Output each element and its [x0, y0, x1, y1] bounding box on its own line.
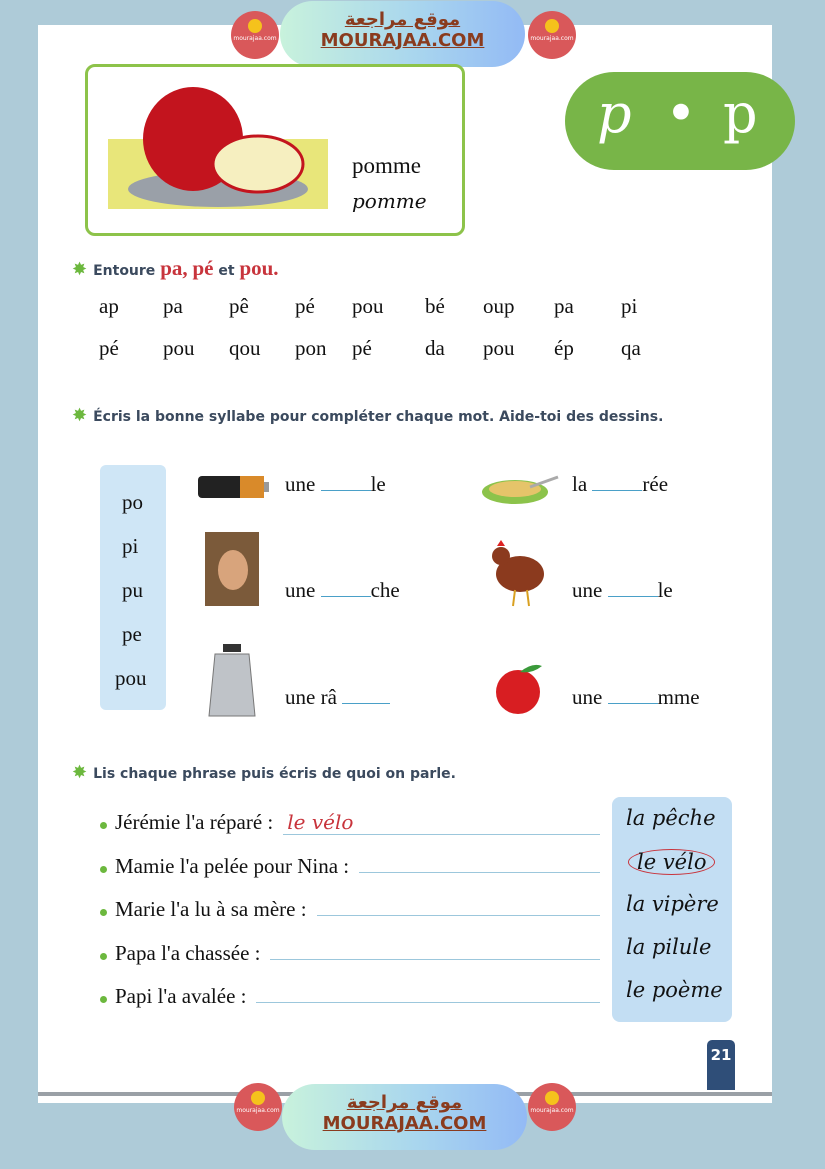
answer-field[interactable]	[317, 915, 600, 916]
blank-field[interactable]	[608, 702, 658, 704]
sentence-text: Mamie l'a pelée pour Nina :	[115, 853, 350, 878]
syllable-option[interactable]: da	[425, 336, 445, 360]
fill-in-word	[572, 472, 668, 497]
answer-field[interactable]: le vélo	[283, 810, 600, 835]
word-before: une	[285, 578, 316, 602]
fill-in-word	[285, 472, 386, 497]
bullet-icon	[100, 866, 107, 873]
syllable-option[interactable]: pi	[621, 294, 638, 318]
site-logo: mourajaa.com	[528, 1083, 576, 1131]
word-illustration-box	[85, 64, 465, 236]
syllable-option[interactable]: pou	[352, 294, 384, 318]
hen-illustration	[487, 538, 549, 608]
bullet-icon	[100, 996, 107, 1003]
sentence-row	[100, 810, 600, 835]
syllable-option[interactable]: pou	[483, 336, 515, 360]
syllable-option[interactable]: pa	[554, 294, 574, 318]
star-icon: ✸	[72, 762, 88, 783]
apple-illustration	[108, 79, 328, 219]
letter-separator: •	[665, 82, 697, 145]
answer-field[interactable]	[256, 1002, 600, 1003]
answer-field[interactable]	[270, 959, 600, 960]
word-after: mme	[657, 685, 700, 709]
hand-pocket-illustration	[203, 530, 261, 608]
letter-badge	[565, 72, 795, 170]
syllable-option[interactable]: bé	[425, 294, 445, 318]
banner-arabic: موقع مراجعة	[346, 1092, 463, 1113]
syllable-choice: po	[122, 490, 143, 514]
syllable-choice: pi	[122, 534, 139, 558]
star-icon: ✸	[72, 405, 88, 426]
syllable-option[interactable]: pé	[99, 336, 119, 360]
word-after: le	[370, 472, 386, 496]
blank-field[interactable]	[592, 489, 642, 491]
bullet-icon	[100, 822, 107, 829]
answer-choice: le vélo	[628, 849, 715, 875]
answer-choice: la pêche	[626, 806, 716, 830]
word-before: une	[572, 578, 603, 602]
sentence-row	[100, 941, 600, 966]
syllable-option[interactable]: pé	[352, 336, 372, 360]
site-banner-top[interactable]	[280, 1, 525, 67]
target: pa,	[160, 256, 188, 280]
banner-latin: MOURAJAA.COM	[320, 30, 485, 51]
letter-cursive: p	[597, 82, 632, 145]
word-cursive: pomme	[352, 189, 427, 213]
syllable-option[interactable]: pa	[163, 294, 183, 318]
instr-text: Entoure	[93, 263, 156, 279]
sentence-text: Papi l'a avalée :	[115, 984, 247, 1008]
sentence-row	[100, 897, 600, 922]
sentence-row	[100, 984, 600, 1009]
instr-text: Écris la bonne syllabe pour compléter chaque mot. Aide-toi des dessins.	[93, 409, 664, 425]
syllable-option[interactable]: qou	[229, 336, 261, 360]
banner-latin: MOURAJAA.COM	[322, 1113, 487, 1134]
blank-field[interactable]	[321, 595, 371, 597]
blank-field[interactable]	[321, 489, 371, 491]
banner-arabic: موقع مراجعة	[344, 9, 461, 30]
blank-field[interactable]	[608, 595, 658, 597]
bullet-icon	[100, 953, 107, 960]
syllable-choice: pou	[115, 666, 147, 690]
instr-text: et	[218, 263, 235, 279]
syllable-option[interactable]: pé	[295, 294, 315, 318]
letter-print: p	[723, 82, 758, 145]
word-after: che	[370, 578, 400, 602]
bullet-icon	[100, 909, 107, 916]
target: pé	[192, 256, 214, 280]
syllable-option[interactable]: qa	[621, 336, 641, 360]
syllable-option[interactable]: pê	[229, 294, 249, 318]
exercise3-instruction	[72, 762, 456, 783]
syllable-option[interactable]: oup	[483, 294, 515, 318]
word-before: la	[572, 472, 588, 496]
word-before: une râ	[285, 685, 337, 709]
syllable-choice: pu	[122, 578, 143, 602]
apple-small-illustration	[492, 660, 546, 716]
syllable-option[interactable]: pon	[295, 336, 327, 360]
sentence-text: Papa l'a chassée :	[115, 940, 261, 965]
page-number: 21	[707, 1040, 735, 1090]
site-logo: mourajaa.com	[234, 1083, 282, 1131]
word-print: pomme	[352, 153, 421, 178]
puree-illustration	[480, 462, 560, 507]
exercise1-instruction	[72, 256, 279, 281]
blank-field[interactable]	[342, 702, 390, 704]
word-before: une	[285, 472, 316, 496]
fill-in-word	[572, 578, 673, 603]
sentence-text: Jérémie l'a réparé :	[115, 810, 274, 834]
answer-choice: la pilule	[626, 935, 712, 959]
grater-illustration	[205, 642, 260, 720]
syllable-option[interactable]: pou	[163, 336, 195, 360]
star-icon: ✸	[72, 259, 88, 280]
answer-choice: la vipère	[626, 892, 719, 916]
word-after: le	[657, 578, 673, 602]
battery-illustration	[196, 472, 271, 504]
site-banner-bottom[interactable]	[282, 1084, 527, 1150]
syllable-option[interactable]: ap	[99, 294, 119, 318]
word-before: une	[572, 685, 603, 709]
syllable-choice: pe	[122, 622, 142, 646]
instr-text: Lis chaque phrase puis écris de quoi on parle.	[93, 766, 456, 782]
site-logo: mourajaa.com	[231, 11, 279, 59]
target: pou.	[239, 256, 279, 280]
answer-choice: le poème	[626, 978, 723, 1002]
syllable-option[interactable]: ép	[554, 336, 574, 360]
word-after: rée	[642, 472, 669, 496]
sentence-text: Marie l'a lu à sa mère :	[115, 897, 307, 921]
fill-in-word	[572, 685, 700, 710]
fill-in-word	[285, 578, 400, 603]
fill-in-word	[285, 685, 390, 710]
site-logo: mourajaa.com	[528, 11, 576, 59]
answer-field[interactable]	[359, 872, 600, 873]
exercise2-instruction	[72, 405, 663, 426]
sentence-row	[100, 854, 600, 879]
